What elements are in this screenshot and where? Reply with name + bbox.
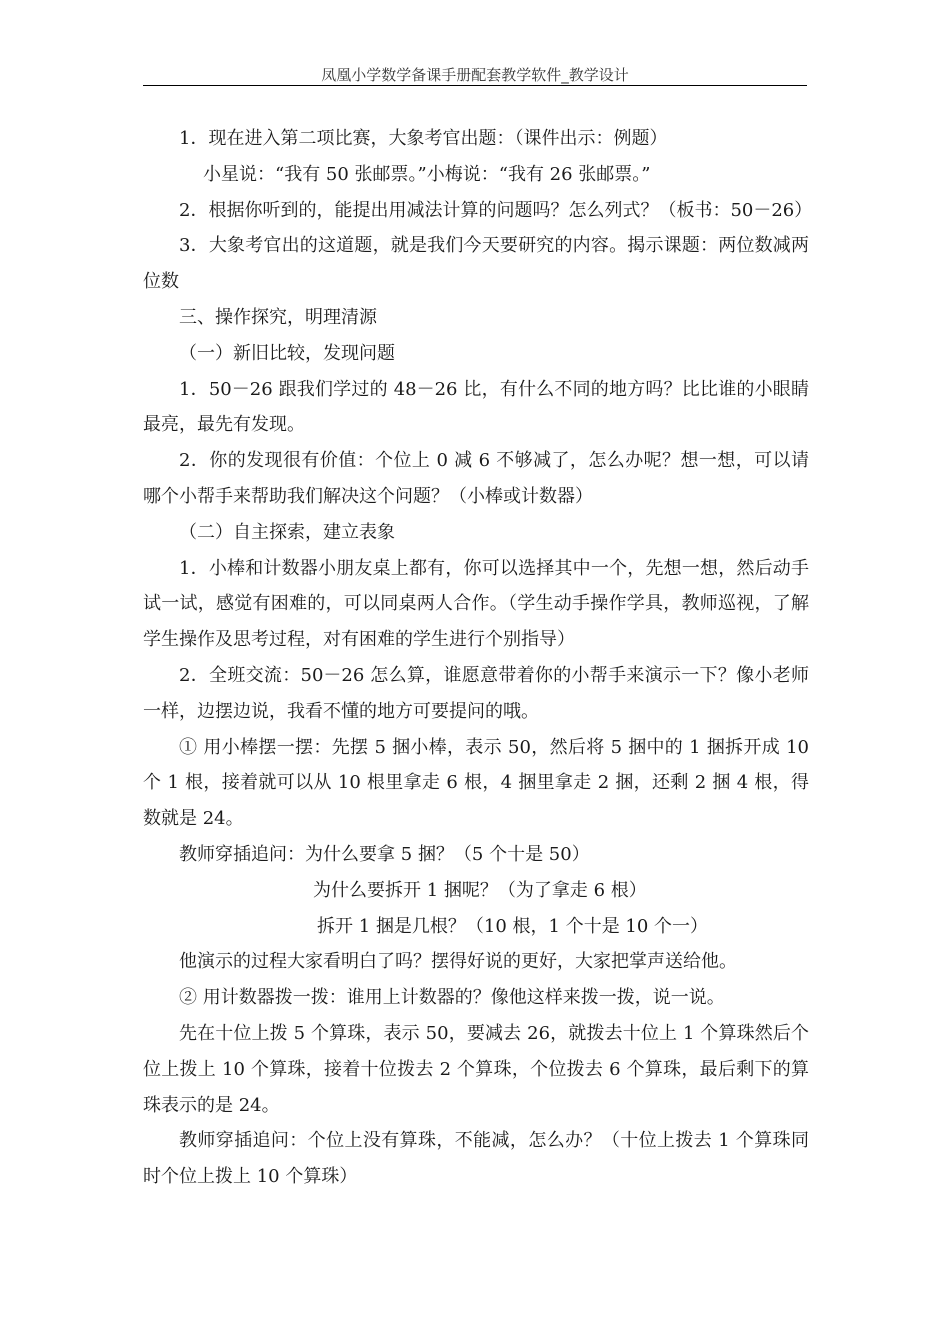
paragraph: 拆开 1 捆是几根？（10 根，1 个十是 10 个一） (317, 915, 709, 937)
paragraph: 先在十位上拨 5 个算珠，表示 50，要减去 26，就拨去十位上 1 个算珠然后个位上拨上 10 个算珠，接着十位拨去 2 个算珠，个位拨去 6 个算珠，最后剩下的算珠表示的是 24。 (143, 1022, 809, 1116)
paragraph: 2．你的发现很有价值：个位上 0 减 6 不够减了，怎么办呢？想一想，可以请哪个小帮手来帮助我们解决这个问题？（小棒或计数器） (143, 450, 809, 507)
header-divider (143, 85, 807, 86)
paragraph: 教师穿插追问：个位上没有算珠，不能减，怎么办？（十位上拨去 1 个算珠同时个位上拨上 10 个算珠） (143, 1130, 809, 1188)
paragraph: 1．小棒和计数器小朋友桌上都有，你可以选择其中一个，先想一想，然后动手试一试，感觉有困难的，可以同桌两人合作。（学生动手操作学具，教师巡视，了解学生操作及思考过程，对有困难的学生进行个别指导） (143, 557, 809, 651)
paragraph: 2．全班交流：50－26 怎么算，谁愿意带着你的小帮手来演示一下？像小老师一样，边摆边说，我看不懂的地方可要提问的哦。 (143, 664, 809, 722)
paragraph: 小星说：“我有 50 张邮票。”小梅说：“我有 26 张邮票。” (203, 163, 651, 185)
paragraph: 3．大象考官出的这道题，就是我们今天要研究的内容。揭示课题：两位数减两位数 (143, 235, 809, 293)
lesson-body (143, 121, 813, 1195)
page-header: 凤凰小学数学备课手册配套教学软件_教学设计 (321, 66, 629, 84)
paragraph: 1．现在进入第二项比赛，大象考官出题：（课件出示：例题） (179, 128, 668, 149)
paragraph: ② 用计数器拨一拨：谁用上计数器的？像他这样来拨一拨，说一说。 (179, 987, 725, 1009)
paragraph: 为什么要拆开 1 捆呢？（为了拿走 6 根） (313, 879, 647, 901)
paragraph: 他演示的过程大家看明白了吗？摆得好说的更好，大家把掌声送给他。 (179, 951, 737, 973)
subsection-heading: （二）自主探索，建立表象 (179, 521, 395, 543)
paragraph: 2．根据你听到的，能提出用减法计算的问题吗？怎么列式？（板书：50－26） (179, 199, 813, 221)
section-heading: 三、操作探究，明理清源 (179, 306, 377, 328)
paragraph: 1．50－26 跟我们学过的 48－26 比，有什么不同的地方吗？比比谁的小眼睛最亮，最先有发现。 (143, 378, 809, 436)
subsection-heading: （一）新旧比较，发现问题 (179, 342, 395, 364)
paragraph: 教师穿插追问：为什么要拿 5 捆？（5 个十是 50） (179, 843, 590, 865)
paragraph: ① 用小棒摆一摆：先摆 5 捆小棒，表示 50，然后将 5 捆中的 1 捆拆开成 10 个 1 根，接着就可以从 10 根里拿走 6 根，4 捆里拿走 2 捆，还剩 2 捆 4 根，得数就是 24。 (143, 736, 809, 830)
